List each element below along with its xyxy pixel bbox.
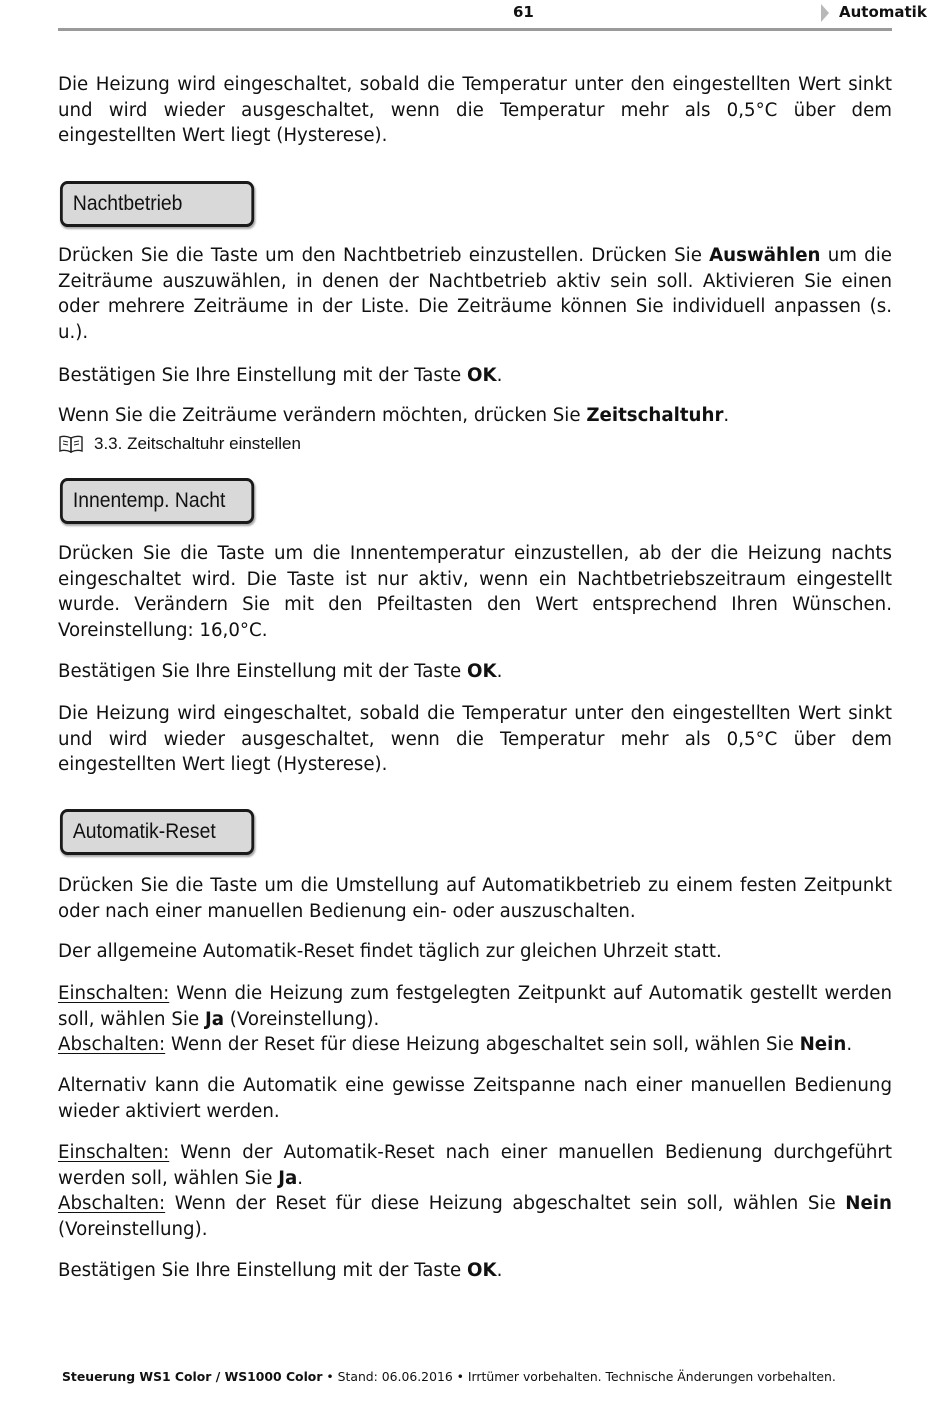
page-number: 61 <box>513 3 534 21</box>
nachtbetrieb-description: Drücken Sie die Taste um den Nachtbetrieb einzustellen. Drücken Sie Auswählen um die Zeiträume auszuwählen, in denen der Nachtbetrieb aktiv sein soll. Aktivieren Sie einen oder mehrere Zeiträume in der Liste. Die Zeiträume können Sie individuell anpassen (s. u.). <box>58 245 892 343</box>
section-title: Automatik <box>839 3 927 21</box>
reference-link[interactable]: 3.3. Zeitschaltuhr einstellen <box>94 434 301 453</box>
reset-option-2: Einschalten: Wenn der Automatik-Reset nach einer manuellen Bedienung durchgeführt werden soll, wählen Sie Ja. Abschalten: Wenn der Reset für diese Heizung abgeschaltet sein soll, wählen Sie Nein (Voreinstellung). <box>58 1142 892 1240</box>
cross-reference[interactable] <box>58 432 301 456</box>
reset-description: Drücken Sie die Taste um die Umstellung auf Automatikbetrieb zu einem festen Zeitpunkt oder nach einer manuellen Bedienung ein- oder auszuschalten. <box>58 875 892 922</box>
reset-option-1: Einschalten: Wenn die Heizung zum festgelegten Zeitpunkt auf Automatik gestellt werden soll, wählen Sie Ja (Voreinstellung). Abschalten: Wenn der Reset für diese Heizung abgeschaltet sein soll, wählen Sie Nein. <box>58 983 892 1055</box>
innentemp-nacht-button: Innentemp. Nacht <box>60 478 254 524</box>
nachtbetrieb-button: Nachtbetrieb <box>60 181 254 227</box>
reset-alternative: Alternativ kann die Automatik eine gewisse Zeitspanne nach einer manuellen Bedienung wieder aktiviert werden. <box>58 1075 892 1122</box>
innentemp-hysteresis: Die Heizung wird eingeschaltet, sobald die Temperatur unter den eingestellten Wert sinkt und wird wieder ausgeschaltet, wenn die Temperatur mehr als 0,5°C über dem eingestellten Wert liegt (Hysterese). <box>58 703 892 775</box>
page-header <box>58 0 927 31</box>
page-footer: Steuerung WS1 Color / WS1000 Color • Stand: 06.06.2016 • Irrtümer vorbehalten. Technische Änderungen vorbehalten. <box>62 1369 836 1384</box>
innentemp-description: Drücken Sie die Taste um die Innentemperatur einzustellen, ab der die Heizung nachts eingeschaltet wird. Die Taste ist nur aktiv, wenn ein Nachtbetriebszeitraum eingestellt wurde. Verändern Sie mit den Pfeiltasten den Wert entsprechend Ihren Wünschen. Voreinstellung: 16,0°C. <box>58 543 892 641</box>
section-marker-icon <box>821 4 829 22</box>
reset-confirm: Bestätigen Sie Ihre Einstellung mit der Taste OK. <box>58 1260 503 1281</box>
automatik-reset-button: Automatik-Reset <box>60 809 254 855</box>
book-icon <box>58 435 84 453</box>
nachtbetrieb-change: Wenn Sie die Zeiträume verändern möchten, drücken Sie Zeitschaltuhr. <box>58 405 730 426</box>
nachtbetrieb-confirm: Bestätigen Sie Ihre Einstellung mit der Taste OK. <box>58 365 503 386</box>
innentemp-confirm: Bestätigen Sie Ihre Einstellung mit der Taste OK. <box>58 661 503 682</box>
intro-paragraph: Die Heizung wird eingeschaltet, sobald die Temperatur unter den eingestellten Wert sinkt und wird wieder ausgeschaltet, wenn die Temperatur mehr als 0,5°C über dem eingestellten Wert liegt (Hysterese). <box>58 74 892 146</box>
reset-daily: Der allgemeine Automatik-Reset findet täglich zur gleichen Uhrzeit statt. <box>58 941 722 962</box>
